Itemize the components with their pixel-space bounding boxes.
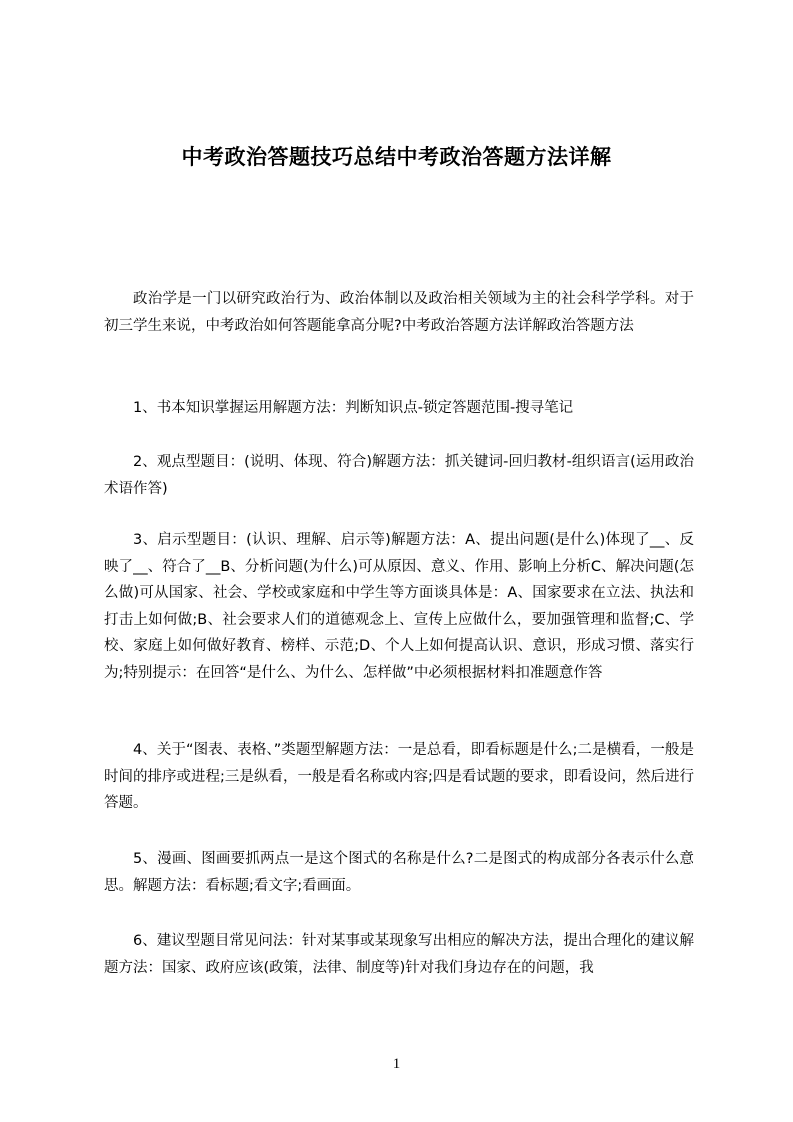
document-title: 中考政治答题技巧总结中考政治答题方法详解 [181, 145, 612, 169]
paragraph-intro: 政治学是一门以研究政治行为、政治体制以及政治相关领域为主的社会科学学科。对于初三学生来说，中考政治如何答题能拿高分呢?中考政治答题方法详解政治答题方法 [104, 291, 694, 334]
paragraph-method-5: 5、漫画、图画要抓两点一是这个图式的名称是什么?二是图式的构成部分各表示什么意思。解题方法：看标题;看文字;看画面。 [104, 851, 694, 894]
paragraph-method-6: 6、建议型题目常见问法：针对某事或某现象写出相应的解决方法，提出合理化的建议解题方法：国家、政府应该(政策，法律、制度等)针对我们身边存在的问题，我 [104, 933, 694, 976]
paragraph-method-1: 1、书本知识掌握运用解题方法：判断知识点-锁定答题范围-搜寻笔记 [133, 400, 574, 416]
page-number: 1 [392, 1056, 401, 1072]
paragraph-method-2: 2、观点型题目：(说明、体现、符合)解题方法：抓关键词-回归教材-组织语言(运用政治术语作答) [104, 454, 694, 497]
paragraph-method-3: 3、启示型题目：(认识、理解、启示等)解题方法：A、提出问题(是什么)体现了__、反映了__、符合了__B、分析问题(为什么)可从原因、意义、作用、影响上分析C、解决问题(怎么做)可从国家、社会、学校或家庭和中学生等方面谈具体是：A、国家要求在立法、执法和打击上如何做;B、社会要求人们的道德观念上、宣传上应做什么，要加强管理和监督;C、学校、家庭上如何做好教育、榜样、示范;D、个人上如何提高认识、意识，形成习惯、落实行为;特别提示：在回答“是什么、为什么、怎样做”中必须根据材料扣准题意作答 [104, 532, 694, 681]
paragraph-method-4: 4、关于“图表、表格、”类题型解题方法：一是总看，即看标题是什么;二是横看，一般是时间的排序或进程;三是纵看，一般是看名称或内容;四是看试题的要求，即看设问，然后进行答题。 [104, 742, 694, 811]
